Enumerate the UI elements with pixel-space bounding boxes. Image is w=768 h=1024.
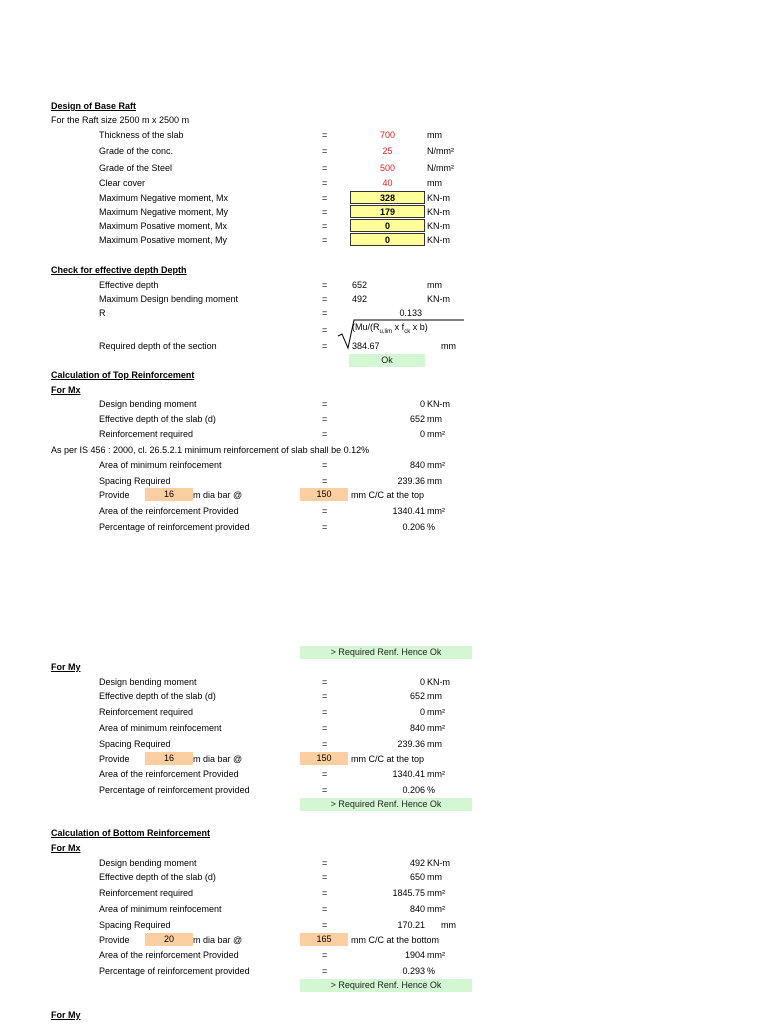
row-value: 0 [419, 707, 425, 717]
row-label: Area of the reinforcement Provided [99, 506, 239, 516]
row-unit: mm [441, 920, 456, 930]
equals-sign: = [322, 308, 328, 318]
spacing-text: mm C/C at the top [351, 754, 425, 764]
design-moment-label: Maximum Design bending moment [99, 294, 239, 304]
row-value: 170.21 [397, 920, 425, 930]
row-value: 1340.41 [392, 506, 425, 516]
bar-dia-input[interactable]: 20 [145, 933, 193, 946]
row-unit: KN-m [427, 858, 450, 868]
row-unit: mm² [427, 769, 445, 779]
provide-label: Provide [99, 490, 130, 500]
row-value: 239.36 [397, 476, 425, 486]
formula-part: (Mu/(R [352, 322, 380, 332]
equals-sign: = [322, 325, 328, 335]
equals-sign: = [322, 399, 328, 409]
equals-sign: = [322, 414, 328, 424]
row-unit: mm [427, 872, 442, 882]
row-unit: mm [427, 691, 442, 701]
equals-sign: = [322, 950, 328, 960]
row-label: Design bending moment [99, 858, 197, 868]
row-label: Area of minimum reinfocement [99, 460, 222, 470]
row-value: 840 [409, 904, 425, 914]
equals-sign: = [322, 920, 328, 930]
row-unit: mm² [427, 506, 445, 516]
spacing-text: mm C/C at the bottom [351, 935, 440, 945]
bar-dia-input[interactable]: 16 [145, 488, 193, 501]
formula-subscript: u,lim [379, 328, 393, 335]
row-label: Effective depth of the slab (d) [99, 872, 216, 882]
equals-sign: = [322, 460, 328, 470]
equals-sign: = [322, 723, 328, 733]
equals-sign: = [322, 429, 328, 439]
input-label: Clear cover [99, 178, 146, 188]
design-moment-value: 492 [352, 294, 368, 304]
input-unit: mm [427, 130, 442, 140]
equals-sign: = [322, 769, 328, 779]
r-label: R [99, 308, 106, 318]
input-value-box[interactable]: 0 [350, 219, 425, 232]
equals-sign: = [322, 294, 328, 304]
input-unit: KN-m [427, 221, 450, 231]
input-label: Maximum Negative moment, My [99, 207, 229, 217]
row-unit: mm² [427, 904, 445, 914]
equals-sign: = [322, 739, 328, 749]
row-value: 652 [409, 414, 425, 424]
row-label: Percentage of reinforcement provided [99, 522, 250, 532]
input-unit: KN-m [427, 235, 450, 245]
row-unit: mm² [427, 707, 445, 717]
equals-sign: = [322, 785, 328, 795]
row-unit: mm [427, 414, 442, 424]
subsection-title-mx: For Mx [51, 843, 81, 853]
input-value-box[interactable]: 328 [350, 191, 425, 204]
section-title-bottom-reinforcement: Calculation of Bottom Reinforcement [51, 828, 211, 838]
status-badge: > Required Renf. Hence Ok [300, 979, 472, 992]
provide-label: Provide [99, 935, 130, 945]
bar-spacing-input[interactable]: 150 [300, 752, 348, 765]
input-unit: KN-m [427, 193, 450, 203]
input-unit: mm [427, 178, 442, 188]
input-value[interactable]: 25 [382, 146, 393, 156]
row-label: Area of the reinforcement Provided [99, 950, 239, 960]
status-badge: > Required Renf. Hence Ok [300, 646, 472, 659]
row-label: Reinforcement required [99, 707, 194, 717]
row-unit: mm [427, 476, 442, 486]
subsection-title-my: For My [51, 1010, 81, 1020]
row-label: Reinforcement required [99, 888, 194, 898]
equals-sign: = [322, 193, 328, 203]
row-label: Effective depth of the slab (d) [99, 691, 216, 701]
formula-text [352, 321, 428, 338]
input-label: Grade of the conc. [99, 146, 174, 156]
row-label: Area of minimum reinfocement [99, 904, 222, 914]
row-label: Design bending moment [99, 677, 197, 687]
row-value: 0 [419, 677, 425, 687]
row-value: 840 [409, 723, 425, 733]
row-unit: mm² [427, 429, 445, 439]
equals-sign: = [322, 506, 328, 516]
row-value: 492 [409, 858, 425, 868]
input-label: Maximum Posative moment, Mx [99, 221, 228, 231]
input-unit: N/mm² [427, 146, 454, 156]
input-label: Thickness of the slab [99, 130, 184, 140]
row-label: Effective depth of the slab (d) [99, 414, 216, 424]
required-depth-label: Required depth of the section [99, 341, 217, 351]
equals-sign: = [322, 476, 328, 486]
equals-sign: = [322, 235, 328, 245]
row-unit: KN-m [427, 399, 450, 409]
equals-sign: = [322, 163, 328, 173]
equals-sign: = [322, 707, 328, 717]
input-value[interactable]: 700 [379, 130, 396, 140]
row-label: Design bending moment [99, 399, 197, 409]
bar-dia-text: m dia bar @ [193, 754, 243, 764]
row-label: Spacing Required [99, 739, 171, 749]
row-unit: KN-m [427, 677, 450, 687]
row-label: Spacing Required [99, 476, 171, 486]
section-title-depth-check: Check for effective depth Depth [51, 265, 187, 275]
row-value: 1845.75 [392, 888, 425, 898]
input-value-box[interactable]: 179 [350, 205, 425, 218]
equals-sign: = [322, 522, 328, 532]
spacing-text: mm C/C at the top [351, 490, 425, 500]
required-depth-unit: mm [441, 341, 456, 351]
input-value[interactable]: 500 [379, 163, 396, 173]
row-unit: mm² [427, 888, 445, 898]
row-label: Percentage of reinforcement provided [99, 966, 250, 976]
equals-sign: = [322, 691, 328, 701]
row-label: Area of minimum reinfocement [99, 723, 222, 733]
row-value: 0.206 [402, 785, 425, 795]
formula-part: x f [392, 322, 405, 332]
bar-dia-text: m dia bar @ [193, 490, 243, 500]
row-label: Spacing Required [99, 920, 171, 930]
row-value: 0.293 [402, 966, 425, 976]
row-label: Area of the reinforcement Provided [99, 769, 239, 779]
effective-depth-label: Effective depth [99, 280, 159, 290]
input-value[interactable]: 40 [382, 178, 393, 188]
row-value: 0.206 [402, 522, 425, 532]
equals-sign: = [322, 872, 328, 882]
equals-sign: = [322, 888, 328, 898]
equals-sign: = [322, 130, 328, 140]
row-unit: % [427, 785, 436, 795]
input-label: Maximum Posative moment, My [99, 235, 228, 245]
section-title-top-reinforcement: Calculation of Top Reinforcement [51, 370, 195, 380]
effective-depth-unit: mm [427, 280, 442, 290]
equals-sign: = [322, 858, 328, 868]
row-label: Reinforcement required [99, 429, 194, 439]
equals-sign: = [322, 207, 328, 217]
required-depth-value: 384.67 [352, 341, 380, 351]
equals-sign: = [322, 178, 328, 188]
row-value: 1340.41 [392, 769, 425, 779]
row-unit: mm² [427, 950, 445, 960]
row-unit: mm² [427, 723, 445, 733]
section-title-base-raft: Design of Base Raft [51, 101, 137, 111]
row-value: 650 [409, 872, 425, 882]
equals-sign: = [322, 677, 328, 687]
formula-part: x b) [410, 322, 428, 332]
bar-dia-input[interactable]: 16 [145, 752, 193, 765]
formula-subscript: ck [404, 328, 411, 335]
input-unit: KN-m [427, 207, 450, 217]
equals-sign: = [322, 966, 328, 976]
provide-label: Provide [99, 754, 130, 764]
row-value: 840 [409, 460, 425, 470]
subsection-title-mx: For Mx [51, 385, 81, 395]
row-value: 0 [419, 399, 425, 409]
row-value: 0 [419, 429, 425, 439]
depth-ok-badge: Ok [349, 354, 425, 367]
design-moment-unit: KN-m [427, 294, 450, 304]
row-unit: % [427, 966, 436, 976]
row-value: 652 [409, 691, 425, 701]
input-label: Grade of the Steel [99, 163, 173, 173]
row-unit: % [427, 522, 436, 532]
equals-sign: = [322, 904, 328, 914]
input-unit: N/mm² [427, 163, 454, 173]
row-label: Percentage of reinforcement provided [99, 785, 250, 795]
code-note: As per IS 456 : 2000, cl. 26.5.2.1 minimum reinforcement of slab shall be 0.12% [51, 445, 370, 455]
equals-sign: = [322, 341, 328, 351]
equals-sign: = [322, 146, 328, 156]
bar-spacing-input[interactable]: 150 [300, 488, 348, 501]
equals-sign: = [322, 280, 328, 290]
row-unit: mm [427, 739, 442, 749]
input-label: Maximum Negative moment, Mx [99, 193, 229, 203]
raft-size-text: For the Raft size 2500 m x 2500 m [51, 115, 190, 125]
row-value: 1904 [404, 950, 425, 960]
bar-dia-text: m dia bar @ [193, 935, 243, 945]
row-unit: mm² [427, 460, 445, 470]
equals-sign: = [322, 221, 328, 231]
r-value: 0.133 [399, 308, 422, 318]
bar-spacing-input[interactable]: 165 [300, 933, 348, 946]
subsection-title-my: For My [51, 662, 81, 672]
status-badge: > Required Renf. Hence Ok [300, 798, 472, 811]
input-value-box[interactable]: 0 [350, 233, 425, 246]
row-value: 239.36 [397, 739, 425, 749]
effective-depth-value: 652 [352, 280, 368, 290]
